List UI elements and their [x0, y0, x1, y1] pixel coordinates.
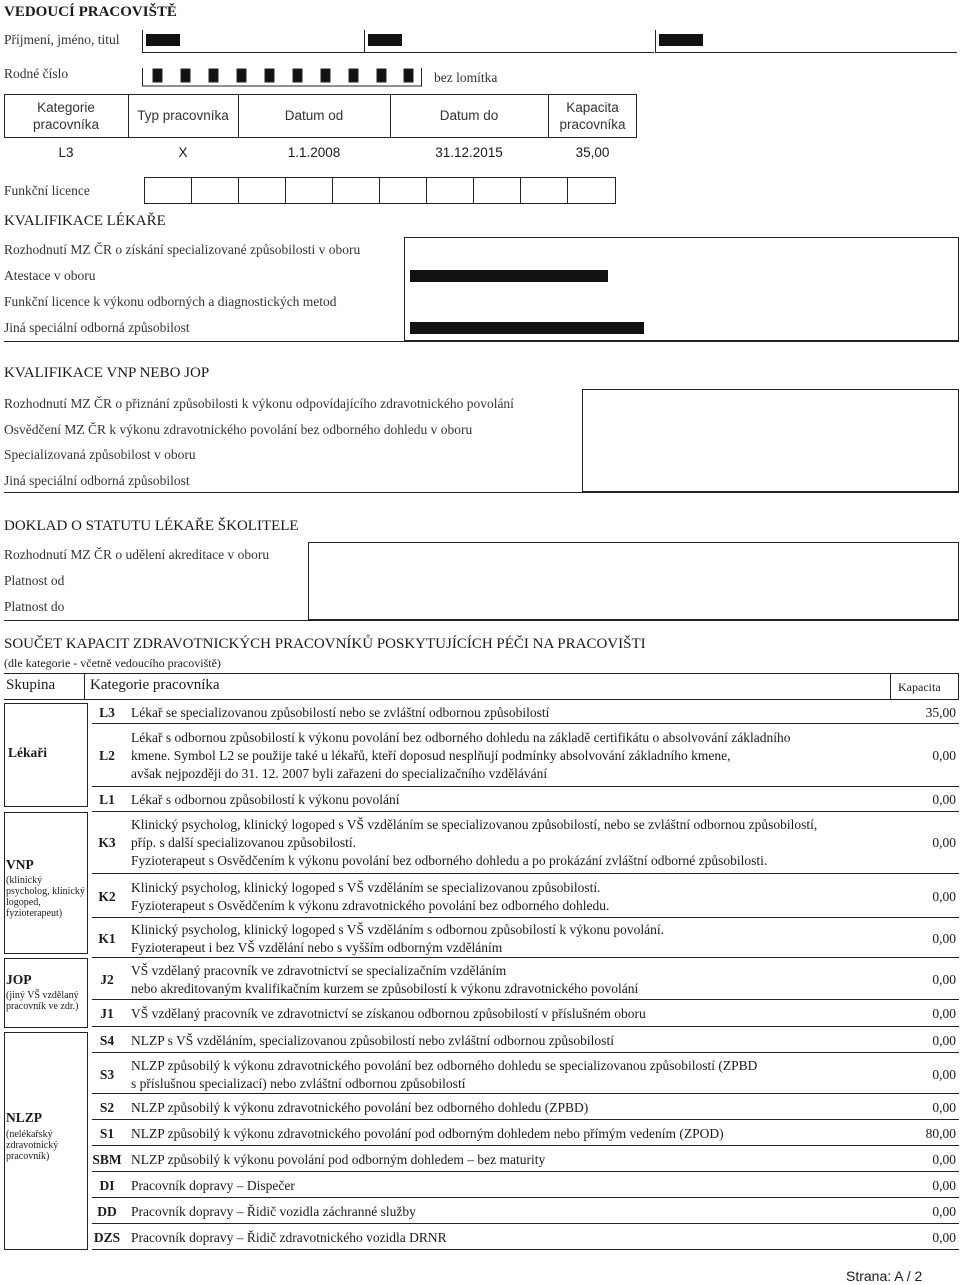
row-capacity: 80,00 [925, 1125, 956, 1141]
group-jop-name: JOP [6, 972, 32, 987]
kval-vnp-row-3: Specializovaná způsobilost v oboru [4, 447, 196, 462]
row-divider [92, 1052, 959, 1053]
row-capacity: 0,00 [932, 1033, 956, 1048]
row-capacity: 0,00 [932, 931, 956, 946]
soucet-subtitle: (dle kategorie - včetně vedoucího pracoviště) [4, 656, 221, 670]
row-description: VŠ vzdělaný pracovník ve zdravotnictví se získanou odbornou způsobilostí v příslušném oboru [131, 1006, 646, 1021]
row-description: Lékař s odbornou způsobilostí k výkonu povolání bez odborného dohledu na základě certifikátu o absolvování základního [131, 729, 791, 745]
page-number: Strana: A / 2 [846, 1268, 923, 1284]
birth-number-note: bez lomítka [434, 70, 498, 85]
col-datum-od: Datum od [284, 108, 344, 123]
birth-number-label: Rodné číslo [4, 66, 69, 81]
col-datum-do: Datum do [439, 108, 499, 123]
row-description: Fyzioterapeut s Osvědčením k výkonu povolání bez odborného dohledu a po prokázání zvláštní odborné způsobilosti. [131, 853, 768, 868]
row-capacity: 35,00 [925, 705, 956, 720]
row-divider [92, 1145, 959, 1146]
row-divider [92, 1093, 959, 1094]
kval-vnp-row-1: Rozhodnutí MZ ČR o přiznání způsobilosti k výkonu odpovídajícího zdravotnického povolání [4, 396, 514, 411]
row-divider [92, 1171, 959, 1172]
row-capacity: 0,00 [932, 747, 956, 763]
row-divider [92, 999, 959, 1000]
row-capacity: 0,00 [932, 792, 956, 807]
row-description: Pracovník dopravy – Řidič zdravotnického vozidla DRNR [131, 1229, 447, 1245]
group-vnp-name: VNP [6, 857, 34, 872]
row-code: S1 [99, 1125, 115, 1141]
kval-lekare-row-4: Jiná speciální odborná způsobilost [4, 320, 190, 335]
group-nlzp-desc: (nelékařský zdravotnický pracovník) [6, 1129, 59, 1162]
row-description: Pracovník dopravy – Dispečer [131, 1177, 295, 1193]
row-description: příp. s další specializovanou způsobilostí. [131, 835, 356, 850]
row-capacity: 0,00 [932, 971, 956, 987]
row-description: Klinický psycholog, klinický logoped s VŠ vzděláním se specializovanou způsobilostí. [131, 880, 601, 895]
row-description: NLZP s VŠ vzděláním, specializovanou způsobilostí nebo zvláštní odbornou způsobilostí [131, 1033, 614, 1048]
group-vnp-desc: (klinický psycholog, klinický logoped, fyzioterapeut) [6, 875, 85, 919]
row-code: SBM [92, 1151, 122, 1167]
row-code: S4 [99, 1033, 115, 1048]
doklad-row-2: Platnost od [4, 573, 65, 588]
row-code: L1 [99, 792, 115, 807]
kval-lekare-row-3: Funkční licence k výkonu odborných a diagnostických metod [4, 294, 337, 309]
row-capacity: 0,00 [932, 1177, 956, 1193]
cell-kategorie: L3 [58, 145, 74, 160]
row-capacity: 0,00 [932, 1229, 956, 1245]
row-code: K2 [98, 889, 116, 904]
row-capacity: 0,00 [932, 1066, 956, 1082]
row-divider [92, 1223, 959, 1224]
col-kapacita: Kapacita pracovníka [559, 100, 626, 132]
col-kategorie: Kategorie pracovníka [32, 100, 100, 132]
kval-vnp-row-2: Osvědčení MZ ČR k výkonu zdravotnického povolání bez odborného dohledu v oboru [4, 422, 473, 437]
section-title-kval-vnp: KVALIFIKACE VNP NEBO JOP [4, 365, 210, 381]
row-divider [92, 1119, 959, 1120]
section-title-vedouci: VEDOUCÍ PRACOVIŠTĚ [4, 4, 177, 20]
row-description: NLZP způsobilý k výkonu zdravotnického povolání bez odborného dohledu se specializovanou způsobilostí (ZPBD [131, 1057, 758, 1073]
row-description: Fyzioterapeut i bez VŠ vzdělání nebo s vyšším odborným vzděláním [131, 940, 503, 955]
row-description: Lékař s odbornou způsobilostí k výkonu povolání [131, 792, 400, 807]
row-divider [92, 811, 959, 812]
row-description: s příslušnou specializací) nebo zvláštní odbornou způsobilostí [131, 1075, 466, 1091]
row-capacity: 0,00 [932, 1006, 956, 1021]
cell-typ: X [178, 145, 188, 160]
cell-datum-do: 31.12.2015 [435, 145, 503, 160]
row-divider [92, 1197, 959, 1198]
section-title-soucet: SOUČET KAPACIT ZDRAVOTNICKÝCH PRACOVNÍKŮ POSKYTUJÍCÍCH PÉČI NA PRACOVIŠTI [4, 636, 646, 652]
row-description: Pracovník dopravy – Řidič vozidla záchranné služby [131, 1203, 416, 1219]
row-description: NLZP způsobilý k výkonu zdravotnického povolání bez odborného dohledu (ZPBD) [131, 1099, 589, 1115]
row-divider [92, 723, 959, 724]
row-description: avšak nejpozději do 31. 12. 2007 byli zařazeni do specializačního vzdělávání [131, 765, 548, 781]
group-lekari-name: Lékaři [8, 745, 47, 760]
row-divider [92, 786, 959, 787]
row-divider [92, 873, 959, 874]
kval-vnp-row-4: Jiná speciální odborná způsobilost [4, 473, 190, 488]
row-code: J1 [100, 1006, 114, 1021]
row-capacity: 0,00 [932, 1151, 956, 1167]
col-skupina: Skupina [6, 677, 56, 693]
functional-license-label: Funkční licence [4, 183, 90, 198]
row-description: nebo akreditovaným kvalifikačním kurzem se způsobilostí k výkonu zdravotnického povolání [131, 980, 639, 996]
row-description: kmene. Symbol L2 se použije také u lékařů, kteří doposud nesplňují podmínky absolvování základního kmene, [131, 747, 731, 763]
row-code: L2 [99, 747, 115, 763]
section-title-doklad: DOKLAD O STATUTU LÉKAŘE ŠKOLITELE [4, 518, 299, 534]
doklad-row-1: Rozhodnutí MZ ČR o udělení akreditace v oboru [4, 547, 270, 562]
section-title-kval-lekare: KVALIFIKACE LÉKAŘE [4, 213, 166, 229]
col-typ: Typ pracovníka [137, 108, 229, 123]
row-divider [92, 1249, 959, 1250]
row-capacity: 0,00 [932, 1203, 956, 1219]
row-code: DZS [93, 1229, 121, 1245]
row-description: Lékař se specializovanou způsobilostí nebo se zvláštní odbornou způsobilostí [131, 705, 550, 720]
row-code: DI [99, 1177, 115, 1193]
row-divider [92, 917, 959, 918]
row-description: VŠ vzdělaný pracovník ve zdravotnictví se specializačním vzděláním [131, 962, 507, 978]
group-nlzp-name: NLZP [6, 1110, 43, 1125]
row-capacity: 0,00 [932, 1099, 956, 1115]
row-description: NLZP způsobilý k výkonu povolání pod odborným dohledem – bez maturity [131, 1151, 546, 1167]
row-code: K1 [98, 931, 116, 946]
row-description: NLZP způsobilý k výkonu zdravotnického povolání pod odborným dohledem nebo přímým vedením (ZPOD) [131, 1125, 724, 1141]
row-divider [92, 957, 959, 958]
row-code: K3 [98, 835, 116, 850]
row-description: Klinický psycholog, klinický logoped s VŠ vzděláním s odbornou způsobilostí k výkonu povolání. [131, 922, 664, 937]
cell-datum-od: 1.1.2008 [287, 145, 341, 160]
kval-lekare-row-2: Atestace v oboru [4, 268, 96, 283]
doklad-row-3: Platnost do [4, 599, 65, 614]
row-code: L3 [99, 705, 115, 720]
row-capacity: 0,00 [932, 835, 956, 850]
row-code: S3 [99, 1066, 115, 1082]
name-label: Příjmení, jméno, titul [4, 32, 120, 47]
row-code: S2 [99, 1099, 115, 1115]
col-kategorie-pracovnika: Kategorie pracovníka [90, 677, 220, 693]
col-kapacita-sum: Kapacita [898, 680, 941, 694]
row-code: J2 [100, 971, 114, 987]
group-jop-desc: (jiný VŠ vzdělaný pracovník ve zdr.) [6, 990, 79, 1012]
row-divider [92, 1026, 959, 1027]
row-code: DD [97, 1203, 117, 1219]
row-capacity: 0,00 [932, 889, 956, 904]
row-description: Klinický psycholog, klinický logoped s VŠ vzděláním se specializovanou způsobilostí, nebo se zvláštní odbornou způsobilostí, [131, 817, 818, 832]
cell-kapacita: 35,00 [575, 145, 610, 160]
kval-lekare-row-1: Rozhodnutí MZ ČR o získání specializované způsobilosti v oboru [4, 242, 361, 257]
row-description: Fyzioterapeut s Osvědčením k výkonu zdravotnického povolání bez odborného dohledu. [131, 898, 610, 913]
